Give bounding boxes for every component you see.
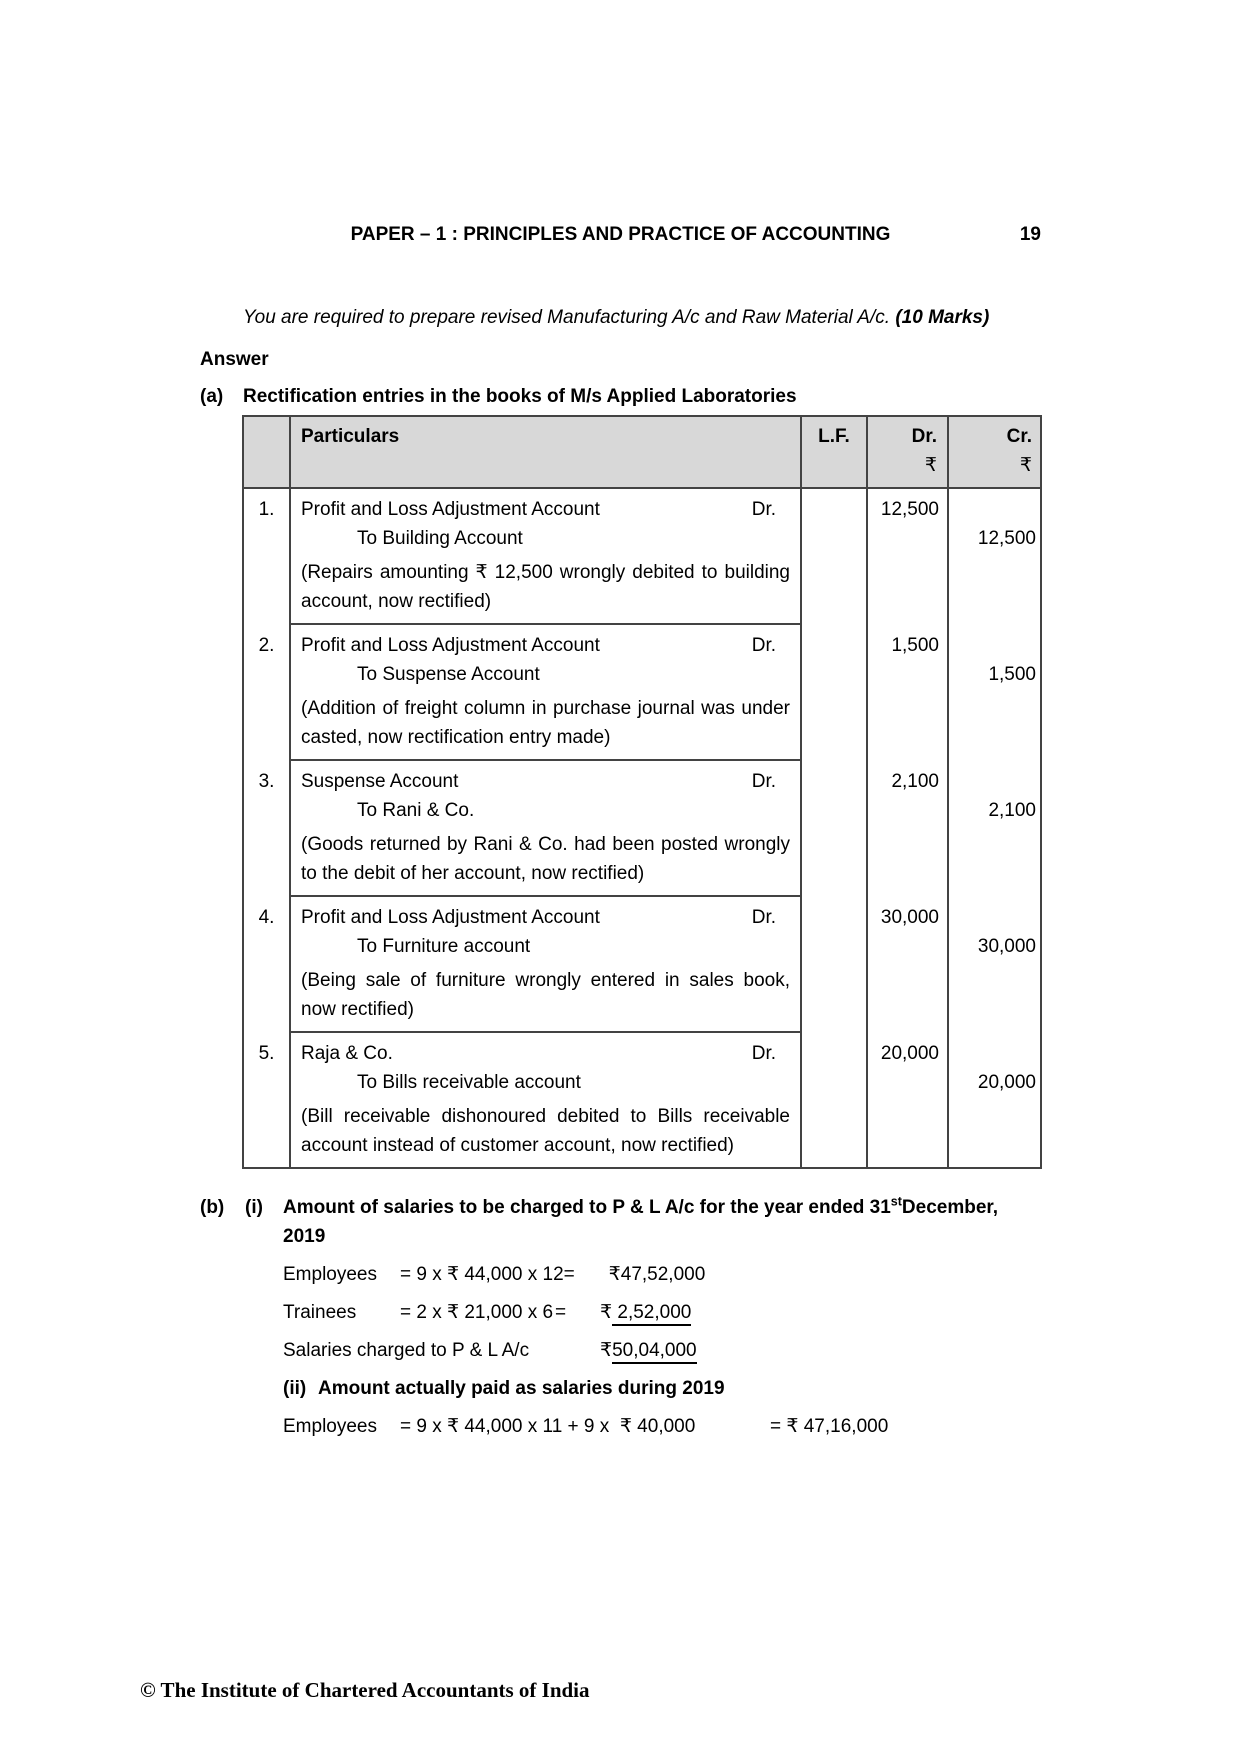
narration: (Goods returned by Rani & Co. had been posted wrongly to the debit of her account, now rectified)	[301, 834, 790, 884]
calc-label: Employees	[283, 1416, 377, 1437]
dr-suffix: Dr.	[751, 499, 776, 520]
calc-amount: ₹50,04,000	[600, 1336, 697, 1365]
calc-label: Trainees	[283, 1302, 357, 1323]
calc-row-trainees	[283, 1298, 1050, 1327]
calc-result: = ₹ 47,16,000	[770, 1416, 889, 1437]
entry-particulars	[289, 897, 802, 1033]
dr-amount: 20,000	[868, 1033, 949, 1167]
dr-suffix: Dr.	[751, 635, 776, 656]
calc-row-salaries-total	[283, 1336, 1050, 1365]
debit-line	[301, 903, 790, 932]
section-a-heading	[200, 382, 797, 411]
rectification-entries-table	[242, 415, 1042, 1169]
cr-rupee-symbol: ₹	[1019, 455, 1032, 476]
lf-cell	[802, 625, 868, 761]
table-row	[244, 1033, 1040, 1167]
underlined-amount: 2,52,000	[612, 1302, 691, 1326]
calc-formula: = 9 x ₹ 44,000 x 12	[400, 1264, 564, 1285]
dr-amount: 1,500	[868, 625, 949, 761]
calc-formula	[529, 1336, 555, 1365]
entry-number: 4.	[258, 907, 275, 928]
equals-sign: =	[555, 1302, 567, 1323]
dr-amount: 2,100	[868, 761, 949, 897]
cr-amount: 30,000	[977, 936, 1036, 957]
cr-amount: 20,000	[977, 1072, 1036, 1093]
entry-number: 1.	[258, 499, 275, 520]
table-row	[244, 625, 1040, 761]
narration: (Addition of freight column in purchase journal was under casted, now rectification entry made)	[301, 698, 790, 748]
table-header-row	[244, 417, 1040, 489]
header-lf-cell: L.F.	[802, 417, 868, 487]
credit-line: To Bills receivable account	[357, 1072, 581, 1093]
lf-cell	[802, 1033, 868, 1167]
cr-amount: 1,500	[988, 664, 1036, 685]
marks-label: (10 Marks)	[895, 307, 990, 328]
dr-rupee-symbol: ₹	[924, 455, 937, 476]
paper-title: PAPER – 1 : PRINCIPLES AND PRACTICE OF ACCOUNTING	[350, 224, 891, 245]
narration: (Bill receivable dishonoured debited to Bills receivable account instead of customer account, now rectified)	[301, 1106, 790, 1156]
debit-account: Suspense Account	[301, 771, 459, 792]
narration: (Being sale of furniture wrongly entered in sales book, now rectified)	[301, 970, 790, 1020]
header-particulars-cell: Particulars	[289, 417, 802, 487]
lf-cell	[802, 489, 868, 625]
header-number-cell	[244, 417, 289, 487]
lf-cell	[802, 897, 868, 1033]
entry-number: 3.	[258, 771, 275, 792]
table-row	[244, 897, 1040, 1033]
debit-line	[301, 631, 790, 660]
salary-calculations	[283, 1260, 1050, 1365]
entry-particulars	[289, 761, 802, 897]
question-text: You are required to prepare revised Manufacturing A/c and Raw Material A/c.	[243, 307, 891, 328]
lf-cell	[802, 761, 868, 897]
running-header	[200, 220, 1041, 249]
page-number: 19	[1019, 224, 1041, 245]
section-b-label: (b)	[200, 1197, 225, 1218]
calc-row-employees	[283, 1260, 1050, 1289]
calc-label: Employees	[283, 1264, 377, 1285]
calc-formula: = 2 x ₹ 21,000 x 6	[400, 1302, 554, 1323]
table-row	[244, 761, 1040, 897]
section-a-label: (a)	[200, 386, 224, 407]
section-a-title: Rectification entries in the books of M/s Applied Laboratories	[243, 386, 797, 407]
entry-particulars	[289, 1033, 802, 1167]
entry-number: 2.	[258, 635, 275, 656]
cr-label: Cr.	[1006, 426, 1032, 447]
dr-suffix: Dr.	[751, 907, 776, 928]
entry-number: 5.	[258, 1043, 275, 1064]
answer-label: Answer	[200, 349, 269, 370]
copyright-footer: © The Institute of Chartered Accountants of India	[140, 1678, 590, 1702]
debit-account: Raja & Co.	[301, 1043, 393, 1064]
debit-account: Profit and Loss Adjustment Account	[301, 499, 600, 520]
underlined-amount: 50,04,000	[612, 1340, 697, 1364]
part-i-title-line1: Amount of salaries to be charged to P & L A/c for the year ended 31stDecember,	[283, 1194, 999, 1218]
calc-label: Salaries charged to P & L A/c	[283, 1340, 530, 1361]
part-ii-heading	[283, 1374, 1050, 1403]
dr-label: Dr.	[911, 426, 937, 447]
credit-line: To Furniture account	[357, 936, 531, 957]
equals-sign: =	[563, 1264, 575, 1285]
dr-amount: 30,000	[868, 897, 949, 1033]
calc-formula: = 9 x ₹ 44,000 x 11 + 9 x ₹ 40,000	[400, 1416, 696, 1437]
section-b	[200, 1193, 1050, 1441]
cr-amount: 2,100	[988, 800, 1036, 821]
narration: (Repairs amounting ₹ 12,500 wrongly debited to building account, now rectified)	[301, 562, 790, 612]
equals-sign	[555, 1336, 600, 1365]
cr-amount: 12,500	[977, 528, 1036, 549]
credit-line: To Building Account	[357, 528, 523, 549]
part-i-title-line2: 2019	[283, 1226, 326, 1247]
header-cr-cell	[949, 417, 1044, 487]
calc-row-employees-paid	[283, 1412, 1050, 1441]
calc-amount: ₹47,52,000	[608, 1264, 706, 1285]
table-row	[244, 489, 1040, 625]
calc-amount: ₹ 2,52,000	[600, 1298, 691, 1327]
part-i-label: (i)	[245, 1197, 263, 1218]
credit-line: To Suspense Account	[357, 664, 540, 685]
section-b-heading	[200, 1193, 1050, 1251]
header-dr-cell	[868, 417, 949, 487]
debit-line	[301, 767, 790, 796]
entry-particulars	[289, 489, 802, 625]
ordinal-superscript: st	[890, 1194, 902, 1209]
entry-particulars	[289, 625, 802, 761]
debit-account: Profit and Loss Adjustment Account	[301, 635, 600, 656]
credit-line: To Rani & Co.	[357, 800, 475, 821]
dr-suffix: Dr.	[751, 1043, 776, 1064]
debit-line	[301, 495, 790, 524]
debit-account: Profit and Loss Adjustment Account	[301, 907, 600, 928]
part-ii-title: Amount actually paid as salaries during 2019	[318, 1378, 725, 1399]
debit-line	[301, 1039, 790, 1068]
part-ii-label: (ii)	[283, 1378, 307, 1399]
question-intro	[243, 303, 989, 332]
part-i-title	[283, 1193, 998, 1251]
dr-suffix: Dr.	[751, 771, 776, 792]
dr-amount: 12,500	[868, 489, 949, 625]
